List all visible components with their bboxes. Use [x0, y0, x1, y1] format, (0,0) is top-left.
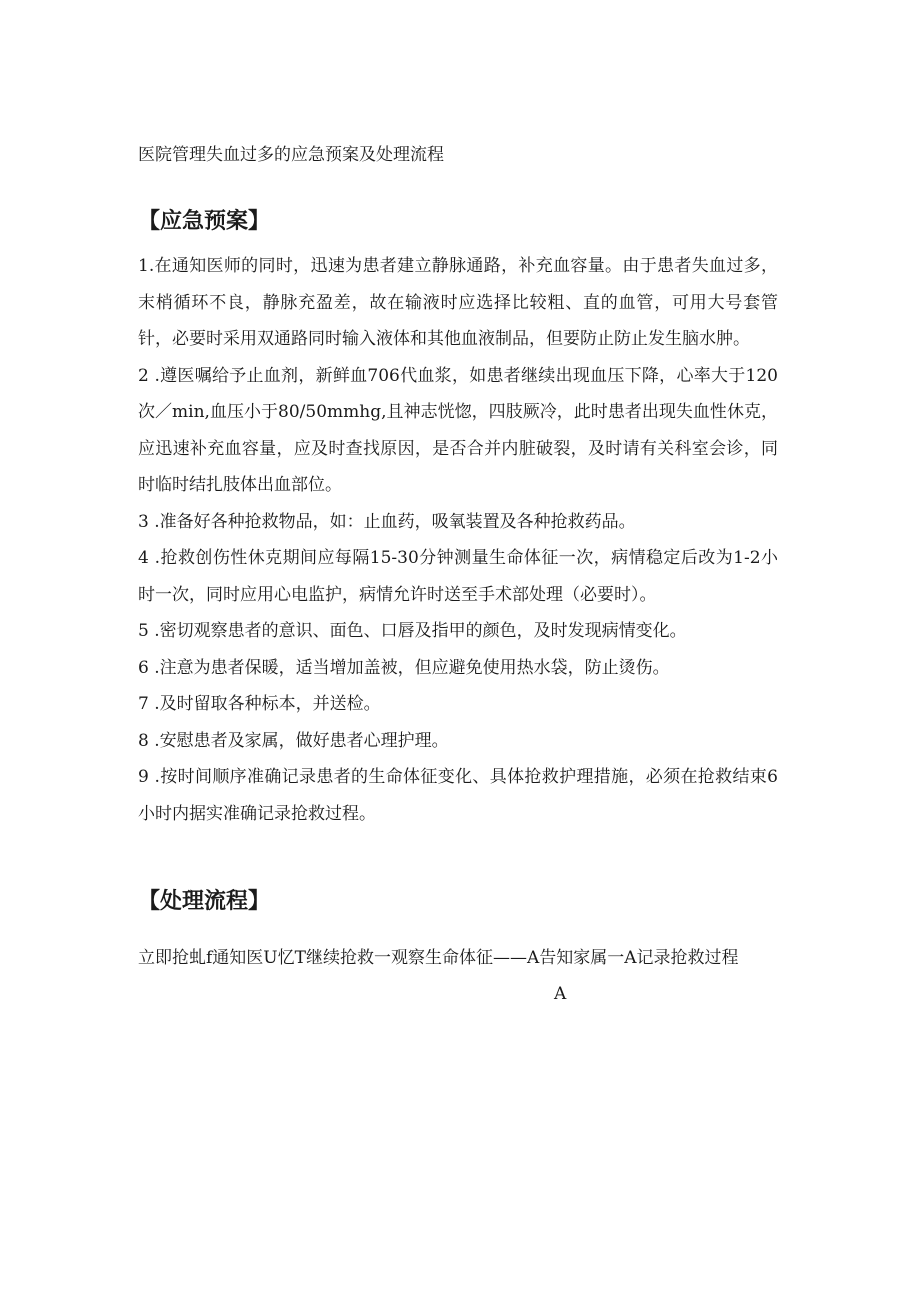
plan-item: 7 .及时留取各种标本，并送检。	[138, 694, 381, 714]
plan-item: 1.在通知医师的同时，迅速为患者建立静脉通路，补充血容量。由于患者失血过多，末梢循环不良，静脉充盈差，故在输液时应选择比较粗、直的血管，可用大号套管针，必要时采用双通路同时输入液体和其他血液制品，但要防止防止发生脑水肿。	[138, 256, 778, 349]
document-title: 医院管理失血过多的应急预案及处理流程	[138, 145, 444, 165]
plan-item: 6 .注意为患者保暖，适当增加盖被，但应避免使用热水袋，防止烫伤。	[138, 657, 670, 678]
plan-item: 4 .抢救创伤性休克期间应每隔15-30分钟测量生命体征一次，病情稳定后改为1-2小时一次，同时应用心电监护，病情允许时送至手术部处理（必要时）。	[138, 548, 778, 605]
process-flow-sub: A	[554, 984, 567, 1004]
plan-item: 8 .安慰患者及家属，做好患者心理护理。	[138, 730, 449, 751]
plan-item: 3 .准备好各种抢救物品，如：止血药，吸氧装置及各种抢救药品。	[138, 511, 636, 532]
section-heading-emergency-plan: 【应急预案】	[138, 209, 271, 234]
plan-item: 2 .遵医嘱给予止血剂，新鲜血706代血浆，如患者继续出现血压下降，心率大于120次／min,血压小于80/50mmhg,且神志恍惚，四肢厥冷，此时患者出现失血性休克，应迅速补充血容量，应及时查找原因，是否合并内脏破裂，及时请有关科室会诊，同时临时结扎肢体出血部位。	[138, 365, 778, 495]
emergency-plan-list	[138, 248, 778, 832]
process-flow-line: 立即抢虬f通知医U忆T继续抢救一观察生命体征——A告知家属一A记录抢救过程	[138, 948, 739, 968]
section-heading-process: 【处理流程】	[138, 889, 271, 914]
plan-item: 5 .密切观察患者的意识、面色、口唇及指甲的颜色，及时发现病情变化。	[138, 621, 687, 641]
plan-item: 9 .按时间顺序准确记录患者的生命体征变化、具体抢救护理措施，必须在抢救结束6小时内据实准确记录抢救过程。	[138, 767, 778, 824]
